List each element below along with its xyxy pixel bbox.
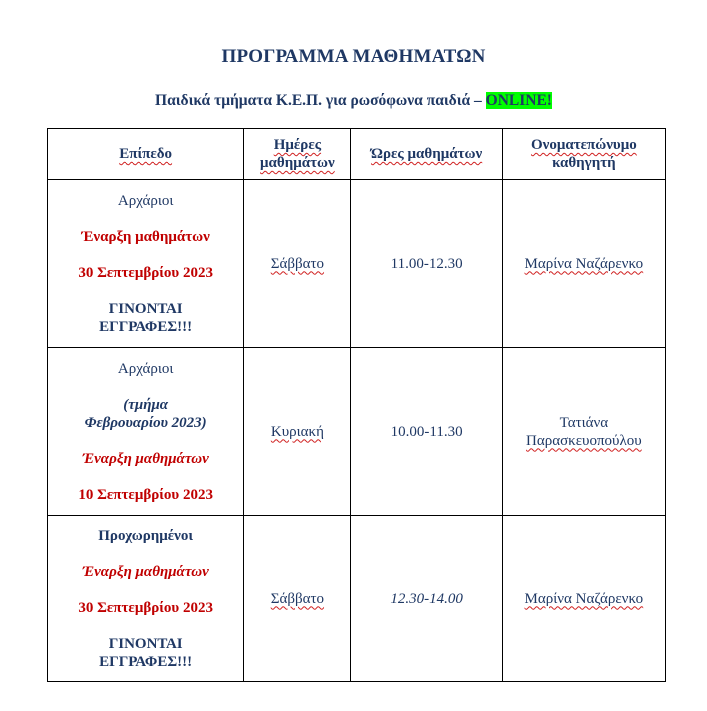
day-value: Σάββατο [270,590,325,607]
schedule-table [47,128,666,682]
hours-cell [351,180,502,348]
level-name: Αρχάριοι [117,360,174,377]
header-hours [351,129,502,180]
hours-value: 10.00-11.30 [390,423,463,440]
level-name: Αρχάριοι [117,192,174,209]
day-cell [244,516,351,682]
start-date: 30 Σεπτεμβρίου 2023 [78,599,213,616]
table-row [48,180,666,348]
teacher-cell [502,516,665,682]
subtitle-text: Παιδικά τμήματα Κ.Ε.Π. για ρωσόφωνα παιδιά – [155,92,486,109]
teacher-cell [502,348,665,516]
level-cell [48,516,244,682]
hours-cell [351,348,502,516]
page-subtitle [0,92,707,110]
registration-line2: ΕΓΓΡΑΦΕΣ!!! [99,318,193,335]
header-days [244,129,351,180]
teacher-line1: Τατιάνα [559,414,609,431]
header-level [48,129,244,180]
registration-line1: ΓΙΝΟΝΤΑΙ [108,300,183,317]
page-title: ΠΡΟΓΡΑΜΜΑ ΜΑΘΗΜΑΤΩΝ [221,46,486,67]
header-teacher-line2: καθηγητή [552,155,616,171]
header-level-label: Επίπεδο [119,146,173,162]
day-cell [244,180,351,348]
table-header-row [48,129,666,180]
start-label: Έναρξη μαθημάτων [81,228,210,245]
teacher-line2: Παρασκευοπούλου [526,432,642,449]
start-label: Έναρξη μαθημάτων [82,450,209,467]
teacher-value: Μαρίνα Ναζάρενκο [524,255,644,272]
teacher-value: Μαρίνα Ναζάρενκο [524,590,644,607]
start-date: 30 Σεπτεμβρίου 2023 [78,264,213,281]
table-row [48,516,666,682]
header-hours-label: Ώρες μαθημάτων [370,146,483,162]
header-teacher-line1: Ονοματεπώνυμο [530,137,637,153]
start-label: Έναρξη μαθημάτων [82,563,209,580]
day-value: Κυριακή [270,423,324,440]
table-row [48,348,666,516]
hours-value: 11.00-12.30 [390,255,463,272]
hours-cell [351,516,502,682]
header-teacher [502,129,665,180]
start-date: 10 Σεπτεμβρίου 2023 [78,486,213,503]
registration-line1: ΓΙΝΟΝΤΑΙ [108,635,183,652]
day-cell [244,348,351,516]
registration-line2: ΕΓΓΡΑΦΕΣ!!! [99,653,193,670]
level-cell [48,180,244,348]
note-line1: (τμήμα [123,396,169,413]
hours-value: 12.30-14.00 [390,590,463,607]
header-days-line2: μαθημάτων [260,155,335,171]
level-name: Προχωρημένοι [98,527,194,544]
header-days-line1: Ημέρες [273,137,322,153]
teacher-cell [502,180,665,348]
level-cell [48,348,244,516]
note-line2: Φεβρουαρίου 2023) [84,414,207,431]
day-value: Σάββατο [270,255,325,272]
online-highlight: ONLINE! [485,92,552,109]
